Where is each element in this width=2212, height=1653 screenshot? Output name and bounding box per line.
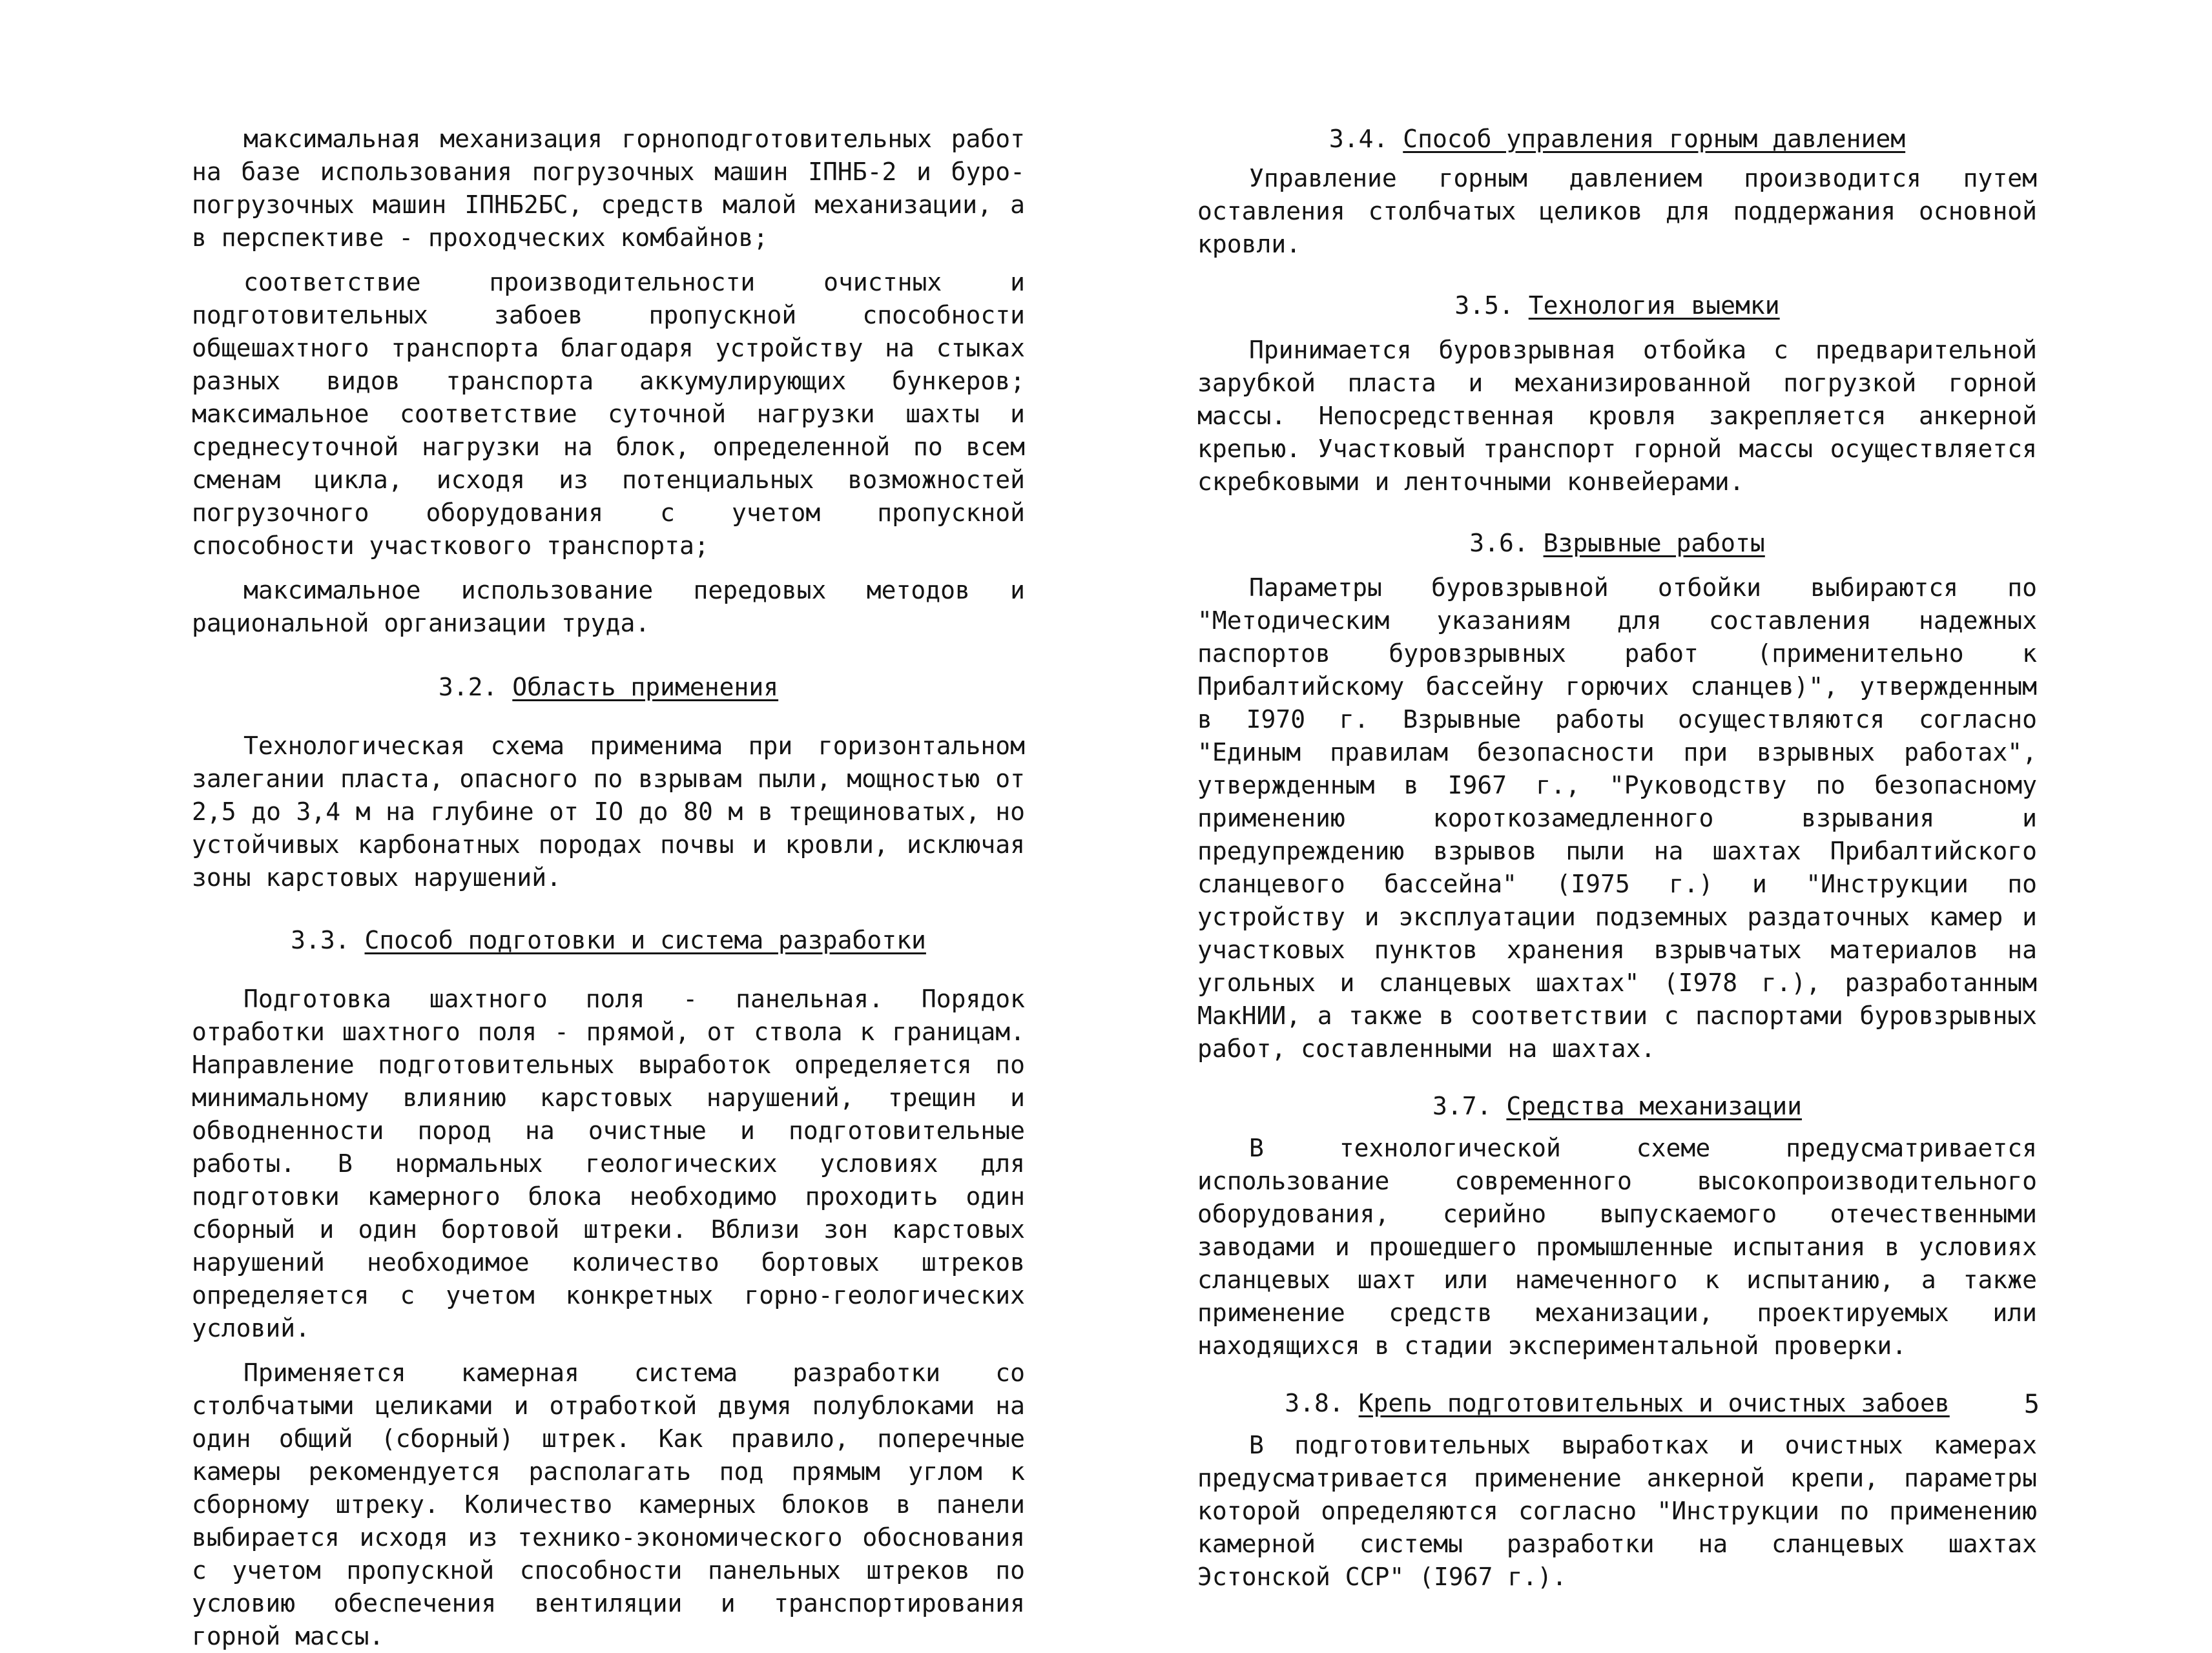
- section-heading-3-7: [1197, 1090, 2037, 1123]
- section-number: 3.2.: [438, 673, 498, 701]
- paragraph: В технологической схеме предусматривается использование современного высокопроизводительного оборудования, серийно выпускаемого отечественными заводами и прошедшего промышленные испытания в условиях сланцевых шахт или намеченного к испытанию, а также применение средств механизации, проектируемых или находящихся в стадии экспериментальной проверки.: [1197, 1134, 2037, 1360]
- section-heading-3-4: [1197, 123, 2037, 156]
- section-title: Взрывные работы: [1543, 529, 1765, 557]
- section-heading-3-6: [1197, 527, 2037, 560]
- paragraph: Подготовка шахтного поля - панельная. Порядок отработки шахтного поля - прямой, от ствола к границам. Направление подготовительных выработок определяется по минимальному влиянию карстовых нарушений, трещин и обводненности пород на очистные и подготовительные работы. В нормальных геологических условиях для подготовки камерного блока необходимо проходить один сборный и один бортовой штреки. Вблизи зон карстовых нарушений необходимое количество бортовых штреков определяется с учетом конкретных горно-геологических условий.: [192, 985, 1025, 1342]
- section-title: Технология выемки: [1528, 291, 1780, 320]
- section-number: 3.3.: [291, 926, 350, 954]
- section-heading-3-2: [192, 671, 1025, 704]
- section-heading-3-8: [1197, 1387, 2037, 1420]
- section-number: 3.5.: [1454, 291, 1514, 320]
- paragraph: Принимается буровзрывная отбойка с предварительной зарубкой пласта и механизированной погрузкой горной массы. Непосредственная кровля закрепляется анкерной крепью. Участковый транспорт горной массы осуществляется скребковыми и ленточными конвейерами.: [1197, 336, 2037, 496]
- section-title: Область применения: [512, 673, 779, 701]
- paragraph: Параметры буровзрывной отбойки выбираются по "Методическим указаниям для составления надежных паспортов буровзрывных работ (применительно к Прибалтийскому бассейну горючих сланцев)", утвержденным в I970 г. Взрывные работы осуществляются согласно "Единым правилам безопасности при взрывных работах", утвержденным в I967 г., "Руководству по безопасному применению короткозамедленного взрывания и предупреждению взрывов пыли на шахтах Прибалтийского сланцевого бассейна" (I975 г.) и "Инструкции по устройству и эксплуатации подземных раздаточных камер и участковых пунктов хранения взрывчатых материалов на угольных и сланцевых шахтах" (I978 г.), разработанным МакНИИ, а также в соответствии с паспортами буровзрывных работ, составленными на шахтах.: [1197, 573, 2037, 1063]
- paragraph: Применяется камерная система разработки со столбчатыми целиками и отработкой двумя полублоками на один общий (сборный) штрек. Как правило, поперечные камеры рекомендуется располагать под прямым углом к сборному штреку. Количество камерных блоков в панели выбирается исходя из технико-экономического обоснования с учетом пропускной способности панельных штреков по условию обеспечения вентиляции и транспортирования горной массы.: [192, 1359, 1025, 1650]
- section-heading-3-3: [192, 924, 1025, 957]
- paragraph: максимальная механизация горноподготовительных работ на базе использования погрузочных машин IПНБ-2 и буро-погрузочных машин IПНБ2БС, средств малой механизации, а в перспективе - проходческих комбайнов;: [192, 125, 1025, 252]
- section-title: Крепь подготовительных и очистных забоев: [1358, 1389, 1950, 1417]
- section-title: Способ подготовки и система разработки: [364, 926, 926, 954]
- left-column: [192, 123, 1025, 1653]
- section-number: 3.6.: [1469, 529, 1529, 557]
- paragraph: соответствие производительности очистных и подготовительных забоев пропускной способности общешахтного транспорта благодаря устройству на стыках разных видов транспорта аккумулирующих бункеров; максимальное соответствие суточной нагрузки шахты и среднесуточной нагрузки на блок, определенной по всем сменам цикла, исходя из потенциальных возможностей погрузочного оборудования с учетом пропускной способности участкового транспорта;: [192, 268, 1025, 560]
- paragraph: Технологическая схема применима при горизонтальном залегании пласта, опасного по взрывам пыли, мощностью от 2,5 до 3,4 м на глубине от IO до 80 м в трещиноватых, но устойчивых карбонатных породах почвы и кровли, исключая зоны карстовых нарушений.: [192, 732, 1025, 892]
- section-title: Способ управления горным давлением: [1403, 125, 1906, 153]
- section-title: Средства механизации: [1506, 1092, 1802, 1120]
- right-column: [1197, 123, 2037, 1594]
- section-number: 3.7.: [1432, 1092, 1492, 1120]
- section-number: 3.8.: [1285, 1389, 1344, 1417]
- paragraph: В подготовительных выработках и очистных камерах предусматривается применение анкерной крепи, параметры которой определяются согласно "Инструкции по применению камерной системы разработки на сланцевых шахтах Эстонской ССР" (I967 г.).: [1197, 1431, 2037, 1591]
- section-heading-3-5: [1197, 289, 2037, 322]
- section-number: 3.4.: [1328, 125, 1389, 153]
- page-number: 5: [2023, 1390, 2040, 1419]
- paragraph: Управление горным давлением производится путем оставления столбчатых целиков для поддержания основной кровли.: [1197, 164, 2037, 258]
- paragraph: максимальное использование передовых методов и рациональной организации труда.: [192, 576, 1025, 637]
